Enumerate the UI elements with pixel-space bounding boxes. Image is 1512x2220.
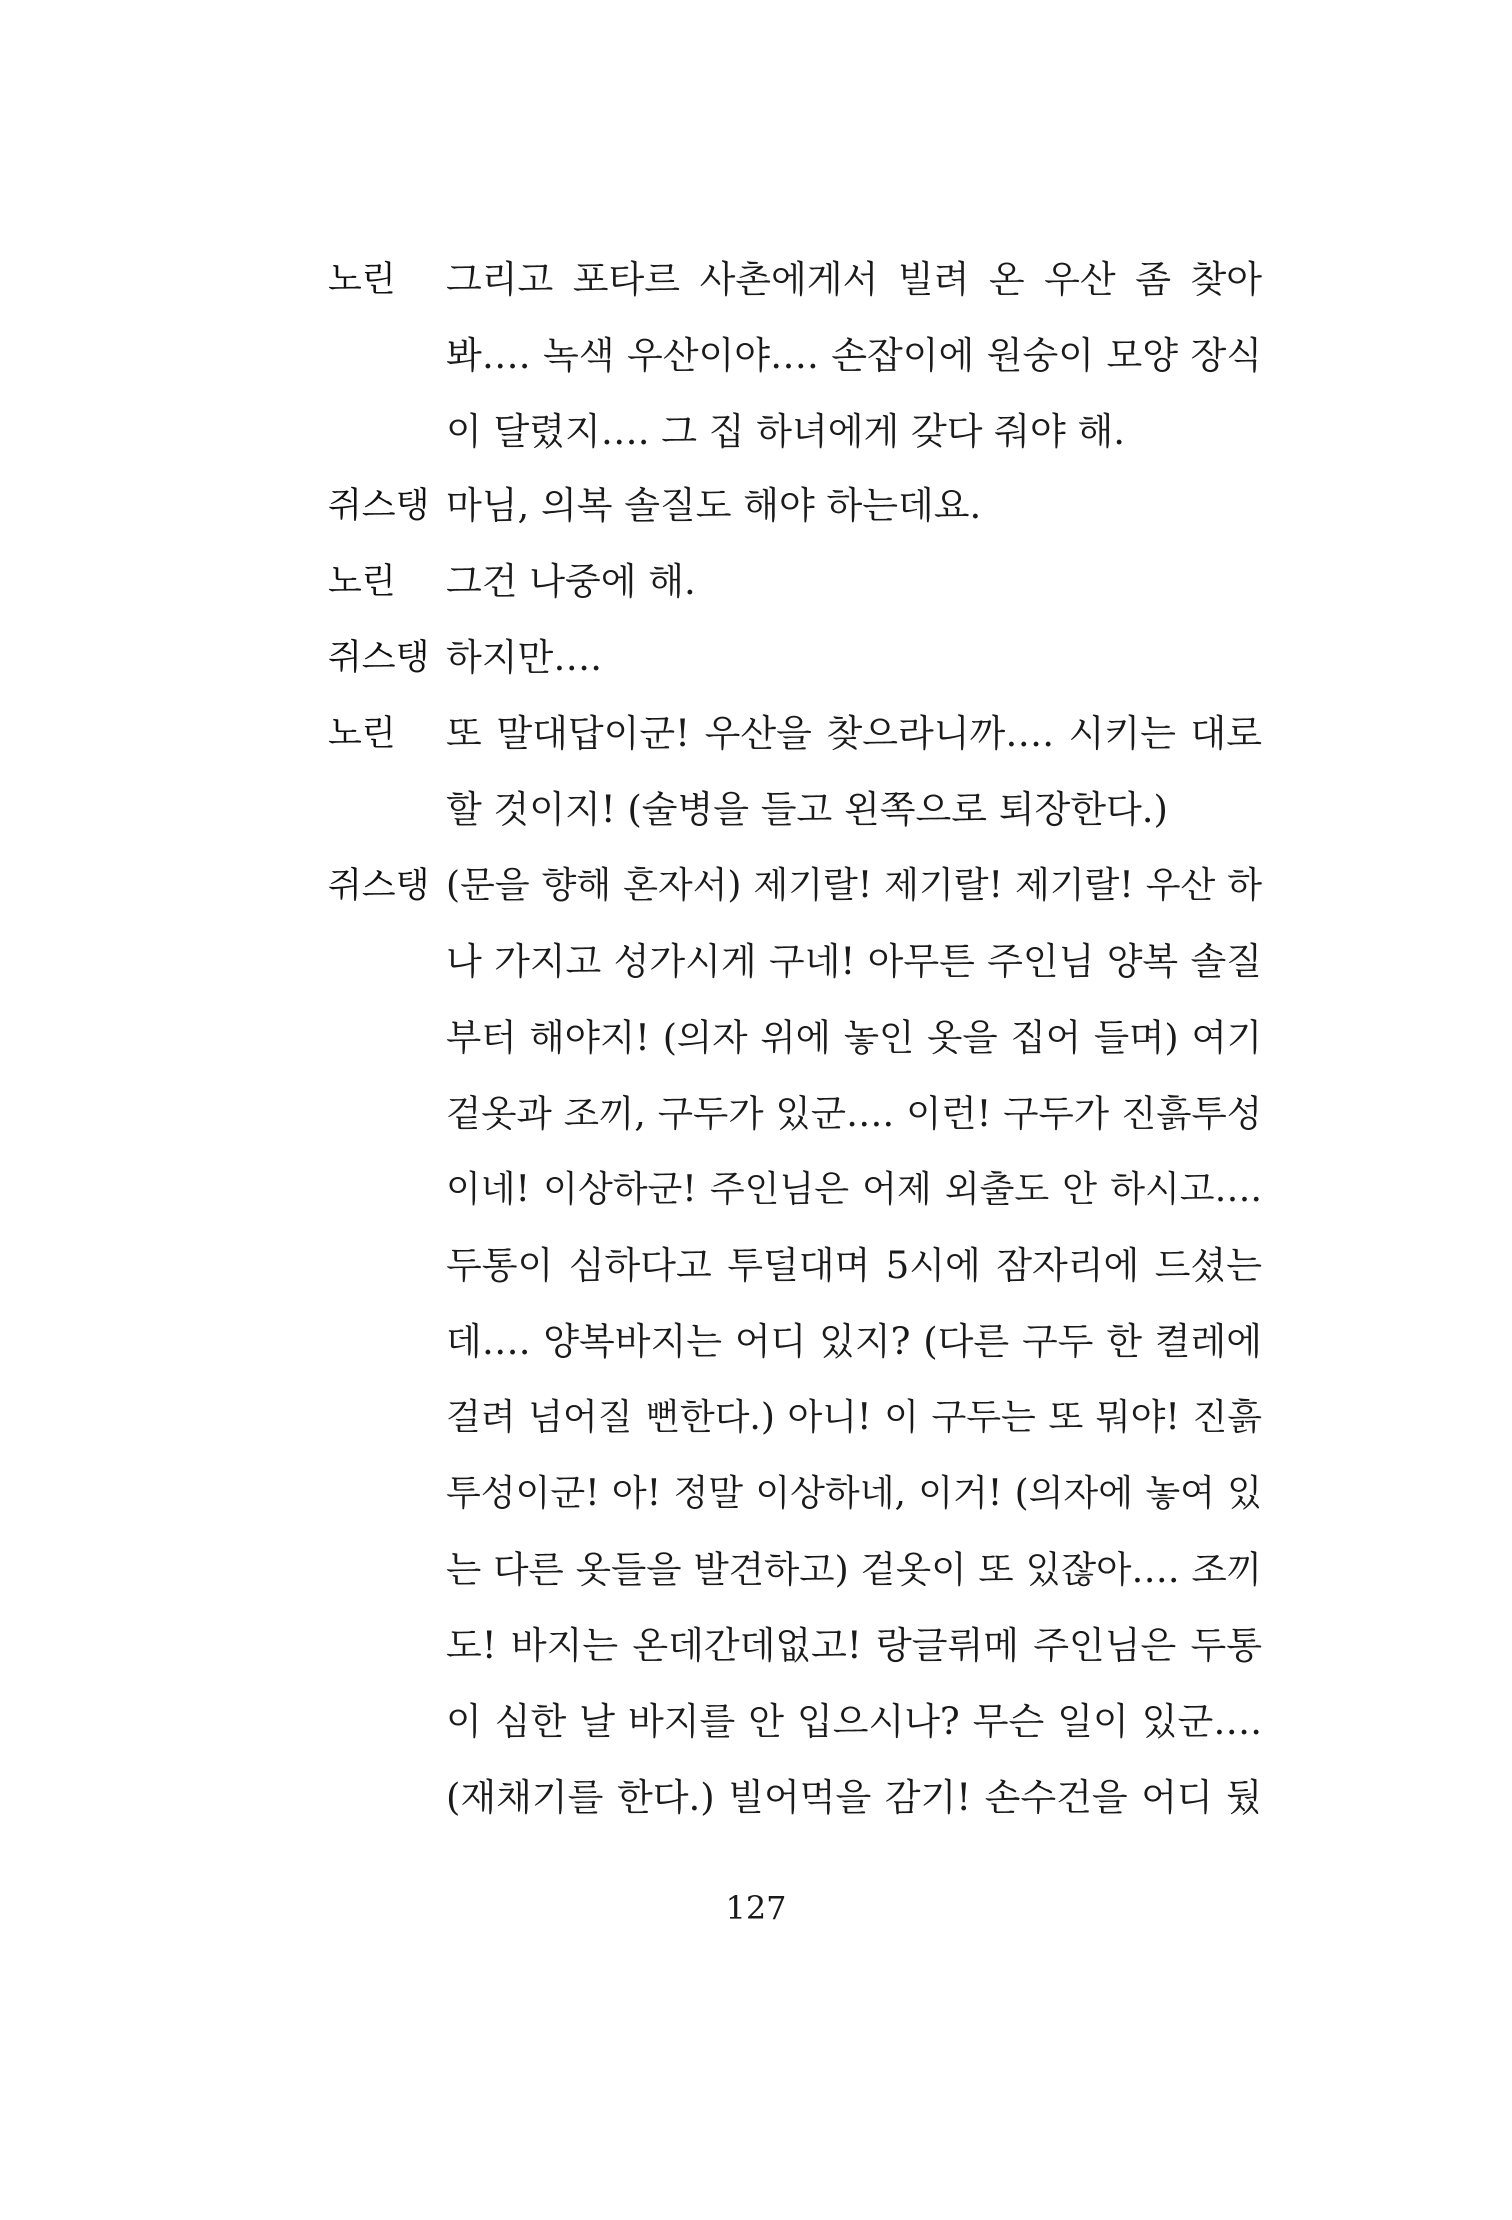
- dialogue-text: [446, 242, 1262, 470]
- text-line: 마님, 의복 솔질도 해야 하는데요.: [446, 484, 982, 527]
- speaker-name: 쥐스탱: [328, 638, 430, 678]
- dialogue-text: [446, 620, 1262, 696]
- text-line: 두통이 심하다고 투덜대며 5시에 잠자리에 드셨는: [446, 1244, 1262, 1287]
- speaker-name: 쥐스탱: [328, 486, 430, 526]
- dialogue-text: [446, 848, 1262, 1836]
- dialogue-text: [446, 544, 1262, 620]
- dialogue-text: [446, 696, 1262, 848]
- speaker-name: 노린: [328, 714, 396, 754]
- text-line: 그건 나중에 해.: [446, 560, 696, 603]
- text-line: 는 다른 옷들을 발견하고) 겉옷이 또 있잖아…. 조끼: [446, 1548, 1262, 1591]
- text-line: 걸려 넘어질 뻔한다.) 아니! 이 구두는 또 뭐야! 진흙: [446, 1397, 1262, 1438]
- text-line: 데…. 양복바지는 어디 있지? (다른 구두 한 켤레에: [446, 1320, 1262, 1363]
- page-number: 127: [725, 1889, 787, 1927]
- text-line: (재채기를 한다.) 빌어먹을 감기! 손수건을 어디 뒀: [446, 1776, 1262, 1819]
- speaker-name: 쥐스탱: [328, 866, 430, 906]
- text-line: 이 달렸지…. 그 집 하녀에게 갖다 줘야 해.: [446, 410, 1125, 453]
- dialogue-text: [446, 468, 1262, 544]
- text-line: 이네! 이상하군! 주인님은 어제 외출도 안 하시고….: [446, 1169, 1262, 1210]
- text-line: 도! 바지는 온데간데없고! 랑글뤼메 주인님은 두통: [446, 1624, 1262, 1667]
- text-line: 봐…. 녹색 우산이야…. 손잡이에 원숭이 모양 장식: [446, 334, 1262, 377]
- speaker-name: 노린: [328, 260, 396, 300]
- text-line: (문을 향해 혼자서) 제기랄! 제기랄! 제기랄! 우산 하: [446, 865, 1262, 906]
- text-line: 또 말대답이군! 우산을 찾으라니까…. 시키는 대로: [446, 712, 1262, 755]
- text-line: 이 심한 날 바지를 안 입으시나? 무슨 일이 있군….: [446, 1700, 1262, 1743]
- text-line: 나 가지고 성가시게 구네! 아무튼 주인님 양복 솔질: [446, 940, 1262, 983]
- text-line: 그리고 포타르 사촌에게서 빌려 온 우산 좀 찾아: [446, 258, 1262, 301]
- text-line: 하지만….: [446, 636, 602, 679]
- text-line: 할 것이지! (술병을 들고 왼쪽으로 퇴장한다.): [446, 788, 1168, 831]
- text-line: 겉옷과 조끼, 구두가 있군…. 이런! 구두가 진흙투성: [446, 1092, 1262, 1135]
- text-line: 부터 해야지! (의자 위에 놓인 옷을 집어 들며) 여기: [446, 1016, 1262, 1059]
- text-line: 투성이군! 아! 정말 이상하네, 이거! (의자에 놓여 있: [446, 1473, 1262, 1514]
- speaker-name: 노린: [328, 562, 396, 602]
